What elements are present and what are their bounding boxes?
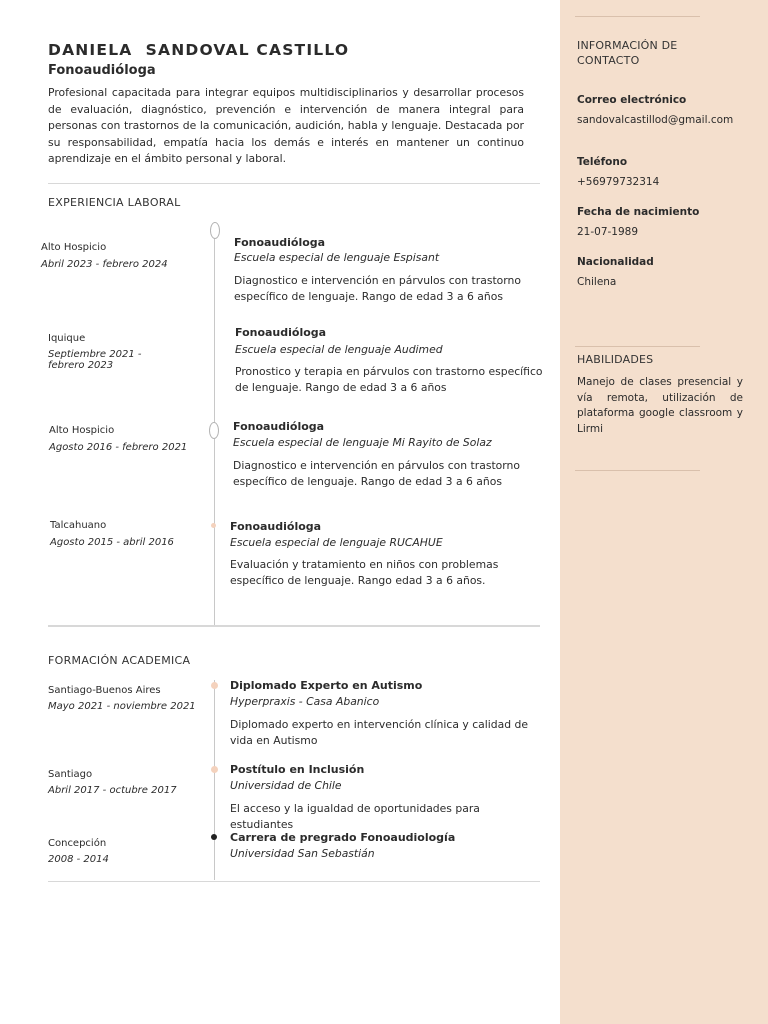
education-description: Diplomado experto en intervención clínica y calidad de vida en Autismo (230, 718, 529, 747)
timeline-marker (211, 834, 217, 840)
nationality-value: Chilena (577, 276, 617, 288)
job-title: Fonoaudióloga (230, 520, 322, 533)
job-description: Evaluación y tratamiento en niños con problemas específico de lenguaje. Rango edad 3 a 6 años. (230, 558, 499, 587)
phone-value: +56979732314 (577, 176, 660, 188)
education-institution: Universidad de Chile (230, 779, 342, 792)
job-title: Fonoaudióloga (234, 236, 326, 249)
timeline-marker (210, 222, 220, 239)
job-dates: Agosto 2015 - abril 2016 (50, 537, 174, 548)
education-title: Diplomado Experto en Autismo (230, 679, 423, 692)
job-location: Talcahuano (50, 520, 107, 531)
job-title: Fonoaudióloga (233, 420, 325, 433)
job-employer: Escuela especial de lenguaje Mi Rayito de Solaz (233, 436, 492, 449)
birthdate-label: Fecha de nacimiento (577, 206, 700, 218)
job-location: Alto Hospicio (41, 242, 107, 253)
experience-section-title: EXPERIENCIA LABORAL (48, 196, 181, 209)
education-timeline (214, 680, 215, 880)
job-employer: Escuela especial de lenguaje RUCAHUE (230, 536, 443, 549)
email-label: Correo electrónico (577, 94, 687, 106)
profile-summary: Profesional capacitada para integrar equipos multidisciplinarios y desarrollar procesos de evaluación, diagnóstico, prevención e intervención de manera integral para personas con trastornos de la comunicación, audición, habla y lenguaje. Destacada por su responsabilidad, empatía hacia los demás e interés en mantener un continuo aprendizaje en el ámbito personal y laboral. (48, 86, 524, 165)
timeline-marker (211, 523, 216, 528)
education-description: El acceso y la igualdad de oportunidades para estudiantes (230, 802, 480, 831)
candidate-name: DANIELA SANDOVAL CASTILLO (48, 41, 350, 59)
divider (48, 183, 540, 184)
sidebar-divider (575, 346, 700, 347)
education-location: Concepción (48, 838, 107, 849)
education-dates: 2008 - 2014 (48, 854, 109, 865)
job-employer: Escuela especial de lenguaje Audimed (235, 343, 443, 356)
skills-text: Manejo de clases presencial y vía remota, utilización de plataforma google classroom y Lirmi (577, 376, 743, 435)
job-title: Fonoaudióloga (235, 326, 327, 339)
sidebar-divider (575, 470, 700, 471)
job-dates: Agosto 2016 - febrero 2021 (49, 442, 188, 453)
education-title: Carrera de pregrado Fonoaudiología (230, 831, 456, 844)
timeline-marker (211, 766, 218, 773)
contact-sidebar (560, 0, 768, 1024)
divider (48, 625, 540, 627)
job-location: Iquique (48, 333, 86, 344)
skills-section-title: HABILIDADES (577, 353, 654, 366)
job-employer: Escuela especial de lenguaje Espisant (234, 251, 440, 264)
education-institution: Universidad San Sebastián (230, 847, 375, 860)
education-location: Santiago (48, 769, 93, 780)
education-dates: Abril 2017 - octubre 2017 (48, 785, 177, 796)
education-institution: Hyperpraxis - Casa Abanico (230, 695, 380, 708)
sidebar-divider (575, 16, 700, 17)
education-location: Santiago-Buenos Aires (48, 685, 161, 696)
job-location: Alto Hospicio (49, 425, 115, 436)
education-section-title: FORMACIÓN ACADEMICA (48, 654, 191, 667)
timeline-marker (209, 422, 219, 439)
job-dates: Abril 2023 - febrero 2024 (41, 259, 168, 270)
job-description: Pronostico y terapia en párvulos con trastorno específico de lenguaje. Rango de edad 3 a 6 años (235, 365, 543, 394)
divider (48, 881, 540, 882)
timeline-marker (211, 682, 218, 689)
contact-section-title: INFORMACIÓN DE CONTACTO (577, 39, 678, 67)
phone-label: Teléfono (577, 156, 628, 168)
education-title: Postítulo en Inclusión (230, 763, 365, 776)
job-dates: Septiembre 2021 - febrero 2023 (48, 349, 142, 371)
job-description: Diagnostico e intervención en párvulos con trastorno específico de lenguaje. Rango de edad 3 a 6 años (233, 459, 520, 488)
nationality-label: Nacionalidad (577, 256, 654, 268)
job-description: Diagnostico e intervención en párvulos con trastorno específico de lenguaje. Rango de edad 3 a 6 años (234, 274, 521, 303)
education-dates: Mayo 2021 - noviembre 2021 (48, 701, 196, 712)
candidate-role: Fonoaudióloga (48, 63, 156, 78)
email-value[interactable]: sandovalcastillod@gmail.com (577, 114, 734, 126)
birthdate-value: 21-07-1989 (577, 226, 639, 238)
